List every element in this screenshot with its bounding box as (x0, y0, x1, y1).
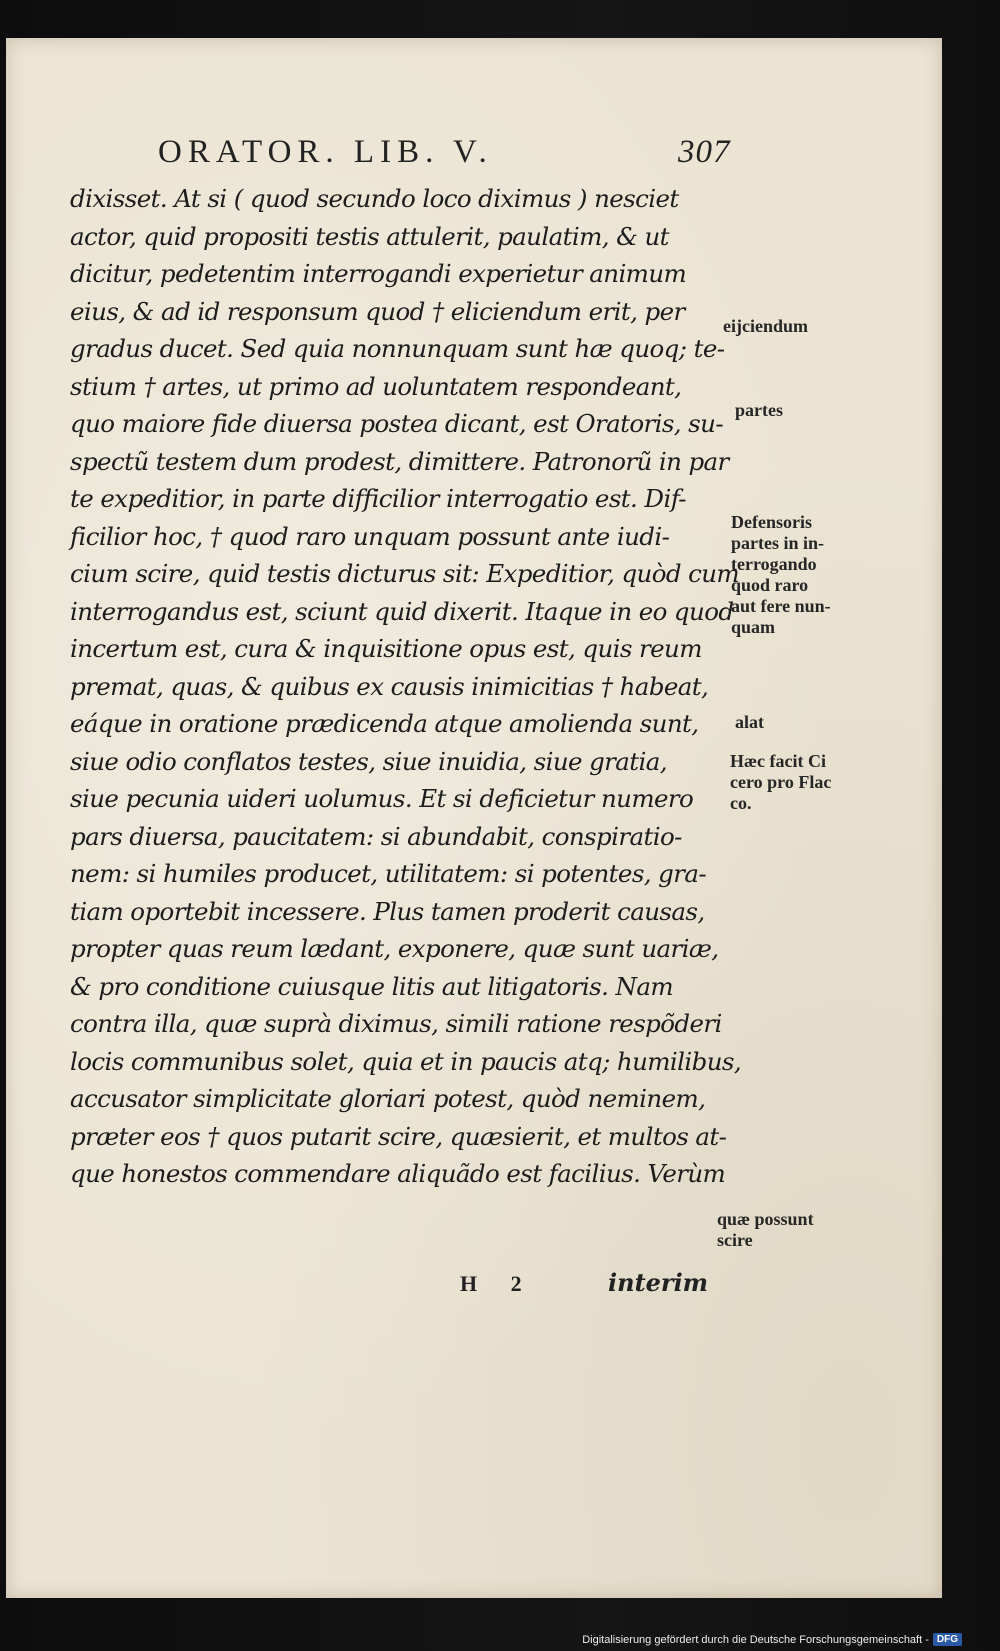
text-line: nem: si humiles producet, utilitatem: si potentes, gra- (70, 859, 707, 888)
catchword: interim (608, 1268, 709, 1297)
text-line: gradus ducet. Sed quia nonnunquam sunt hæ quoq; te- (70, 334, 725, 363)
digitization-credit (582, 1633, 962, 1646)
marginal-note-defensoris (731, 512, 831, 638)
marginal-note-line: quam (731, 617, 776, 637)
text-line: interrogandus est, sciunt quid dixerit. Itaque in eo quod (70, 596, 734, 626)
text-line: propter quas reum lædant, exponere, quæ sunt uariæ, (70, 934, 719, 963)
text-line: te expeditior, in parte difficilior interrogatio est. Dif- (70, 484, 686, 513)
text-line: premat, quas, & quibus ex causis inimicitias † habeat, (70, 671, 709, 701)
dfg-logo-icon: DFG (933, 1633, 962, 1646)
text-line: cium scire, quid testis dicturus sit: Expeditior, quòd cum (70, 559, 740, 588)
text-line: præter eos † quos putarit scire, quæsierit, et multos at- (70, 1121, 727, 1151)
text-line: contra illa, quæ suprà diximus, simili ratione respõderi (70, 1009, 722, 1038)
marginal-note-line: aut fere nun- (731, 596, 831, 616)
text-line: pars diuersa, paucitatem: si abundabit, conspiratio- (70, 821, 682, 851)
text-line: eius, & ad id responsum quod † eliciendum erit, per (70, 296, 685, 326)
text-line: siue pecunia uideri uolumus. Et si deficietur numero (70, 784, 694, 813)
text-line: spectũ testem dum prodest, dimittere. Patronorũ in par (70, 446, 729, 476)
text-line: eáque in oratione prædicenda atque amolienda sunt, (70, 709, 699, 738)
text-line: dicitur, pedetentim interrogandi experietur animum (70, 259, 687, 288)
text-line: quo maiore fide diuersa postea dicant, est Oratoris, su- (70, 409, 723, 438)
text-line: actor, quid propositi testis attulerit, paulatim, & ut (70, 221, 669, 251)
text-line: ficilior hoc, † quod raro unquam possunt ante iudi- (70, 521, 670, 551)
marginal-note-line: co. (730, 793, 752, 813)
marginal-note-quae-possunt (717, 1209, 814, 1251)
marginal-note-alat: alat (735, 712, 764, 732)
text-line: siue odio conflatos testes, siue inuidia, siue gratia, (70, 746, 667, 776)
marginal-note-line: cero pro Flac (730, 772, 832, 792)
text-line: locis communibus solet, quia et in paucis atq; humilibus, (70, 1046, 742, 1076)
text-line: dixisset. At si ( quod secundo loco diximus ) nesciet (70, 184, 679, 213)
text-line: & pro conditione cuiusque litis aut litigatoris. Nam (70, 971, 673, 1001)
text-line: incertum est, cura & inquisitione opus est, quis reum (70, 634, 702, 663)
text-line: accusator simplicitate gloriari potest, quòd neminem, (70, 1084, 706, 1113)
marginal-note-line: terrogando (731, 554, 817, 574)
marginal-note-line: Hæc facit Ci (730, 751, 826, 771)
page-number: 307 (678, 134, 731, 170)
running-head (158, 134, 758, 174)
signature-mark: H 2 (460, 1271, 536, 1296)
text-line: tiam oportebit incessere. Plus tamen proderit causas, (70, 896, 705, 926)
text-line: stium † artes, ut primo ad uoluntatem respondeant, (70, 371, 682, 401)
marginal-note-cicero (730, 751, 831, 814)
marginal-note-line: scire (717, 1230, 753, 1250)
main-text-block (70, 180, 742, 1193)
running-head-title: ORATOR. LIB. V. (158, 134, 493, 170)
marginal-note-line: quod raro (731, 575, 809, 595)
credit-text: Digitalisierung gefördert durch die Deutsche Forschungsgemeinschaft - (582, 1633, 929, 1646)
marginal-note-line: Defensoris (731, 512, 812, 532)
marginal-note-line: quæ possunt (717, 1209, 814, 1229)
marginal-note-partes: partes (735, 400, 783, 420)
marginal-note-eijciendum: eijciendum (723, 316, 808, 336)
marginal-note-line: partes in in- (731, 533, 825, 553)
text-line: que honestos commendare aliquãdo est facilius. Verùm (70, 1159, 726, 1188)
